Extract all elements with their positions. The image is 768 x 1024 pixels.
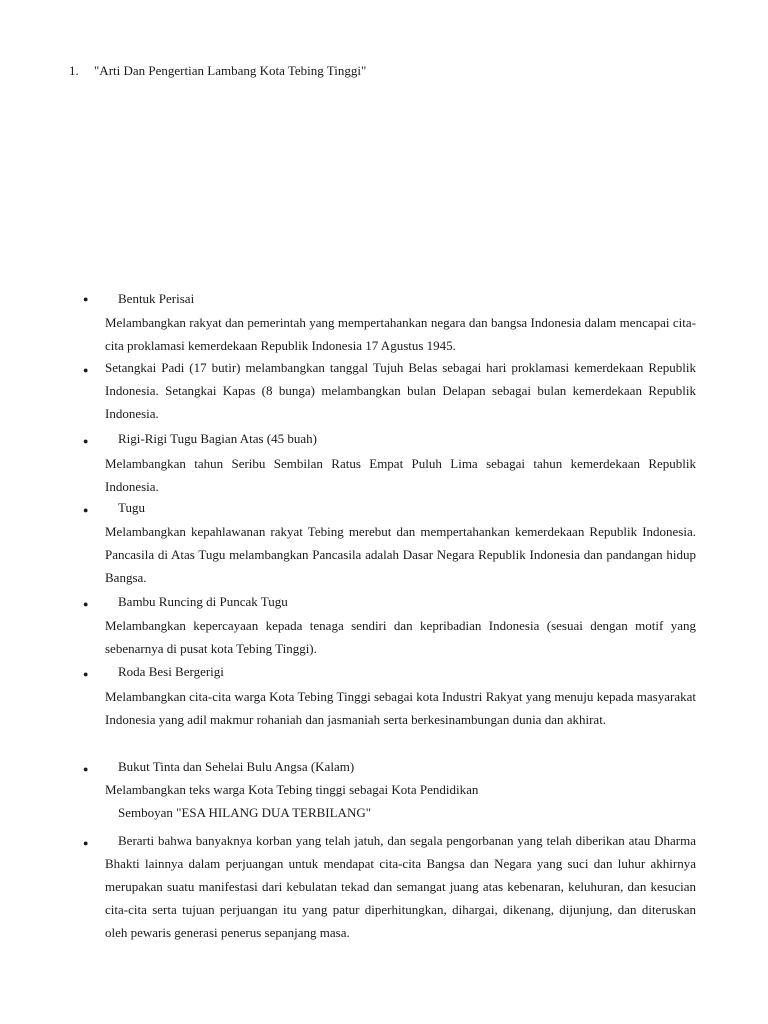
section-heading — [69, 62, 366, 80]
bullet-icon — [83, 438, 91, 446]
bullet-icon — [83, 296, 91, 304]
item-description-tugu: Melambangkan kepahlawanan rakyat Tebing merebut dan mempertahankan kemerdekaan Republik Indonesia. Pancasila di Atas Tugu melambangkan Pancasila adalah Dasar Negara Republik Indonesia dan pandangan hidup Bangsa. — [105, 524, 696, 585]
item-description-semboyan-meaning: Berarti bahwa banyaknya korban yang telah jatuh, dan segala pengorbanan yang telah diberikan atau Dharma Bhakti lainnya dalam perjuangan untuk mendapat cita-cita Bangsa dan Negara yang suci dan luhur akhirnya merupakan suatu manifestasi dari kebulatan tekad dan semangat juang atas kebenaran, keluhuran, dan kesucian cita-cita serta tujuan perjuangan itu yang patur diperhitungkan, dihargai, dikenang, dijunjung, dan diteruskan oleh pewaris generasi penerus sepanjang masa. — [105, 833, 696, 940]
item-description-rigi-rigi-tugu: Melambangkan tahun Seribu Sembilan Ratus Empat Puluh Lima sebagai tahun kemerdekaan Republik Indonesia. — [105, 456, 696, 494]
item-description-roda-besi: Melambangkan cita-cita warga Kota Tebing Tinggi sebagai kota Industri Rakyat yang menuju kepada masyarakat Indonesia yang adil makmur rohaniah dan jasmaniah serta berkesinambungan dunia dan akhirat. — [105, 689, 696, 727]
bullet-icon — [83, 766, 91, 774]
item-label-rigi-rigi-tugu: Rigi-Rigi Tugu Bagian Atas (45 buah) — [118, 431, 317, 446]
item-description-setangkai-padi: Setangkai Padi (17 butir) melambangkan tanggal Tujuh Belas sebagai hari proklamasi kemerdekaan Republik Indonesia. Setangkai Kapas (8 bunga) melambangkan bulan Delapan sebagai bulan kemerdekaan Republik Indonesia. — [105, 360, 696, 421]
item-label-bukut-tinta: Bukut Tinta dan Sehelai Bulu Angsa (Kalam) — [118, 759, 355, 774]
bullet-icon — [83, 601, 91, 609]
item-description-bambu-runcing: Melambangkan kepercayaan kepada tenaga sendiri dan kepribadian Indonesia (sesuai dengan motif yang sebenarnya di pusat kota Tebing Tinggi). — [105, 618, 696, 656]
bullet-icon — [83, 367, 91, 375]
heading-title: "Arti Dan Pengertian Lambang Kota Tebing Tinggi" — [94, 63, 367, 78]
bullet-icon — [83, 840, 91, 848]
bullet-icon — [83, 507, 91, 515]
item-label-semboyan: Semboyan "ESA HILANG DUA TERBILANG" — [118, 805, 372, 820]
item-description-bukut-tinta: Melambangkan teks warga Kota Tebing tinggi sebagai Kota Pendidikan — [105, 782, 479, 797]
item-label-roda-besi: Roda Besi Bergerigi — [118, 664, 224, 679]
item-description-bentuk-perisai: Melambangkan rakyat dan pemerintah yang mempertahankan negara dan bangsa Indonesia dalam mencapai cita-cita proklamasi kemerdekaan Republik Indonesia 17 Agustus 1945. — [105, 315, 696, 353]
item-label-bentuk-perisai: Bentuk Perisai — [118, 291, 195, 306]
item-label-tugu: Tugu — [118, 500, 145, 515]
item-label-bambu-runcing: Bambu Runcing di Puncak Tugu — [118, 594, 288, 609]
bullet-icon — [83, 671, 91, 679]
heading-number: 1. — [69, 63, 79, 78]
